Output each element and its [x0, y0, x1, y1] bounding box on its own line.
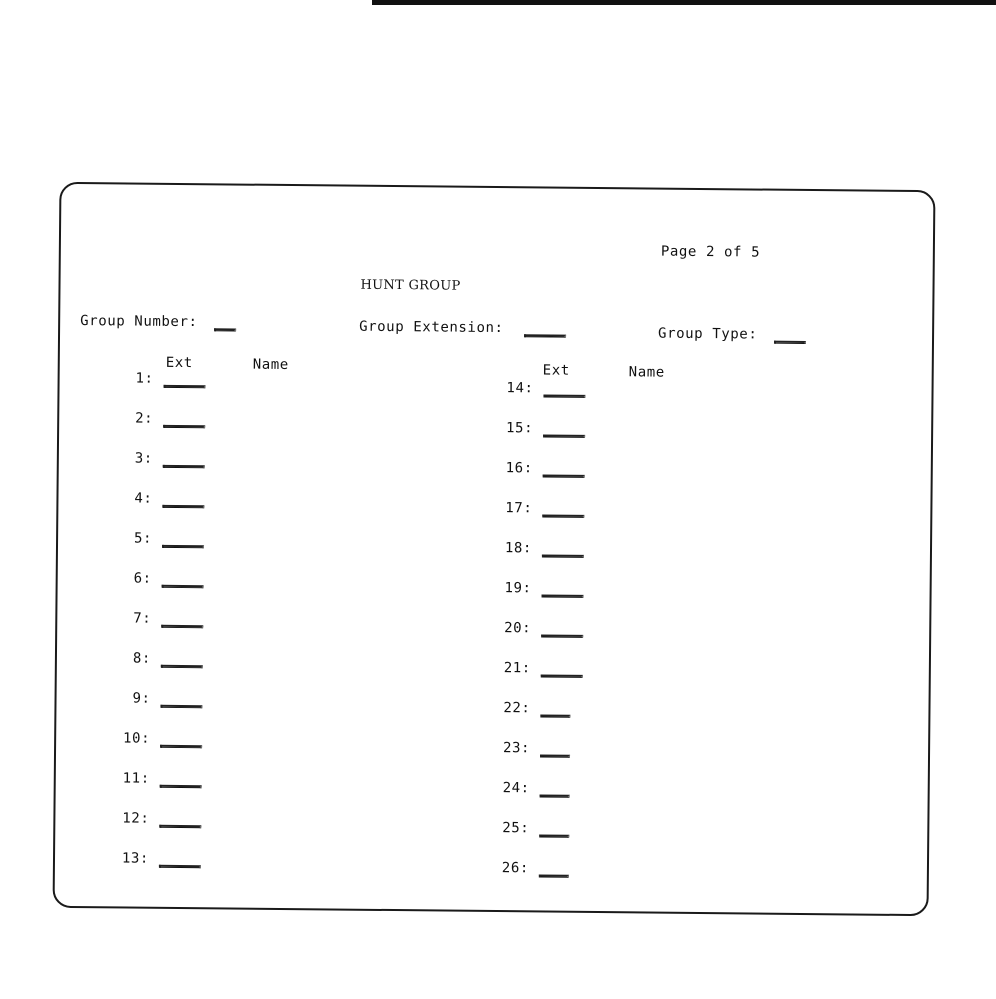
- group-type-field[interactable]: [774, 341, 806, 344]
- form-screen: [53, 182, 936, 916]
- member-ext-field[interactable]: [542, 554, 584, 557]
- member-ext-field[interactable]: [542, 514, 584, 517]
- member-number-label: 10:: [122, 730, 151, 747]
- member-number-label: 6:: [133, 570, 152, 587]
- member-number-label: 26:: [501, 860, 530, 877]
- member-ext-field[interactable]: [540, 714, 570, 717]
- member-number-label: 7:: [133, 610, 152, 627]
- member-number-label: 13:: [121, 850, 150, 867]
- member-ext-field[interactable]: [160, 705, 202, 708]
- member-number-label: 25:: [502, 820, 530, 837]
- ext-column-header-left: Ext: [165, 354, 193, 372]
- member-ext-field[interactable]: [539, 834, 569, 837]
- member-number-label: 5:: [133, 530, 153, 547]
- member-number-label: 19:: [504, 580, 532, 597]
- group-number-label: Group Number:: [80, 313, 198, 331]
- member-number-label: 14:: [506, 380, 534, 397]
- name-column-header-left: Name: [252, 356, 289, 374]
- name-column-header-right: Name: [628, 364, 665, 381]
- member-ext-field[interactable]: [161, 665, 203, 668]
- member-ext-field[interactable]: [163, 425, 205, 428]
- member-ext-field[interactable]: [543, 394, 585, 397]
- member-number-label: 9:: [132, 690, 151, 707]
- member-number-label: 21:: [503, 660, 531, 677]
- page-indicator: Page 2 of 5: [660, 243, 761, 261]
- member-number-label: 23:: [502, 740, 531, 757]
- member-ext-field[interactable]: [541, 674, 583, 677]
- member-number-label: 2:: [135, 410, 154, 427]
- member-ext-field[interactable]: [161, 625, 203, 628]
- member-number-label: 17:: [505, 500, 533, 517]
- member-ext-field[interactable]: [162, 545, 204, 548]
- member-number-label: 8:: [132, 650, 152, 667]
- member-ext-field[interactable]: [543, 434, 585, 437]
- member-ext-field[interactable]: [542, 594, 584, 597]
- member-number-label: 11:: [122, 770, 150, 787]
- ext-column-header-right: Ext: [542, 362, 570, 379]
- top-rule: [372, 0, 996, 5]
- member-number-label: 24:: [502, 780, 530, 797]
- group-number-field[interactable]: [214, 328, 236, 331]
- member-ext-field[interactable]: [162, 505, 204, 508]
- member-ext-field[interactable]: [162, 585, 204, 588]
- member-ext-field[interactable]: [163, 465, 205, 468]
- member-ext-field[interactable]: [159, 865, 201, 868]
- member-number-label: 1:: [135, 370, 154, 387]
- member-number-label: 4:: [134, 490, 153, 507]
- member-ext-field[interactable]: [540, 754, 570, 757]
- member-ext-field[interactable]: [160, 745, 202, 748]
- form-title: HUNT GROUP: [360, 277, 461, 294]
- member-ext-field[interactable]: [543, 474, 585, 477]
- member-ext-field[interactable]: [160, 785, 202, 788]
- member-number-label: 16:: [505, 460, 533, 477]
- group-extension-label: Group Extension:: [359, 318, 504, 337]
- member-ext-field[interactable]: [159, 825, 201, 828]
- member-number-label: 15:: [505, 420, 534, 437]
- member-number-label: 18:: [504, 540, 533, 557]
- group-extension-field[interactable]: [524, 334, 566, 337]
- member-ext-field[interactable]: [539, 874, 569, 877]
- member-number-label: 22:: [503, 700, 531, 717]
- member-number-label: 3:: [134, 450, 153, 467]
- member-number-label: 12:: [122, 810, 150, 827]
- member-number-label: 20:: [504, 620, 532, 637]
- group-type-label: Group Type:: [657, 325, 758, 343]
- member-ext-field[interactable]: [541, 634, 583, 637]
- member-ext-field[interactable]: [540, 794, 570, 797]
- member-ext-field[interactable]: [164, 385, 206, 388]
